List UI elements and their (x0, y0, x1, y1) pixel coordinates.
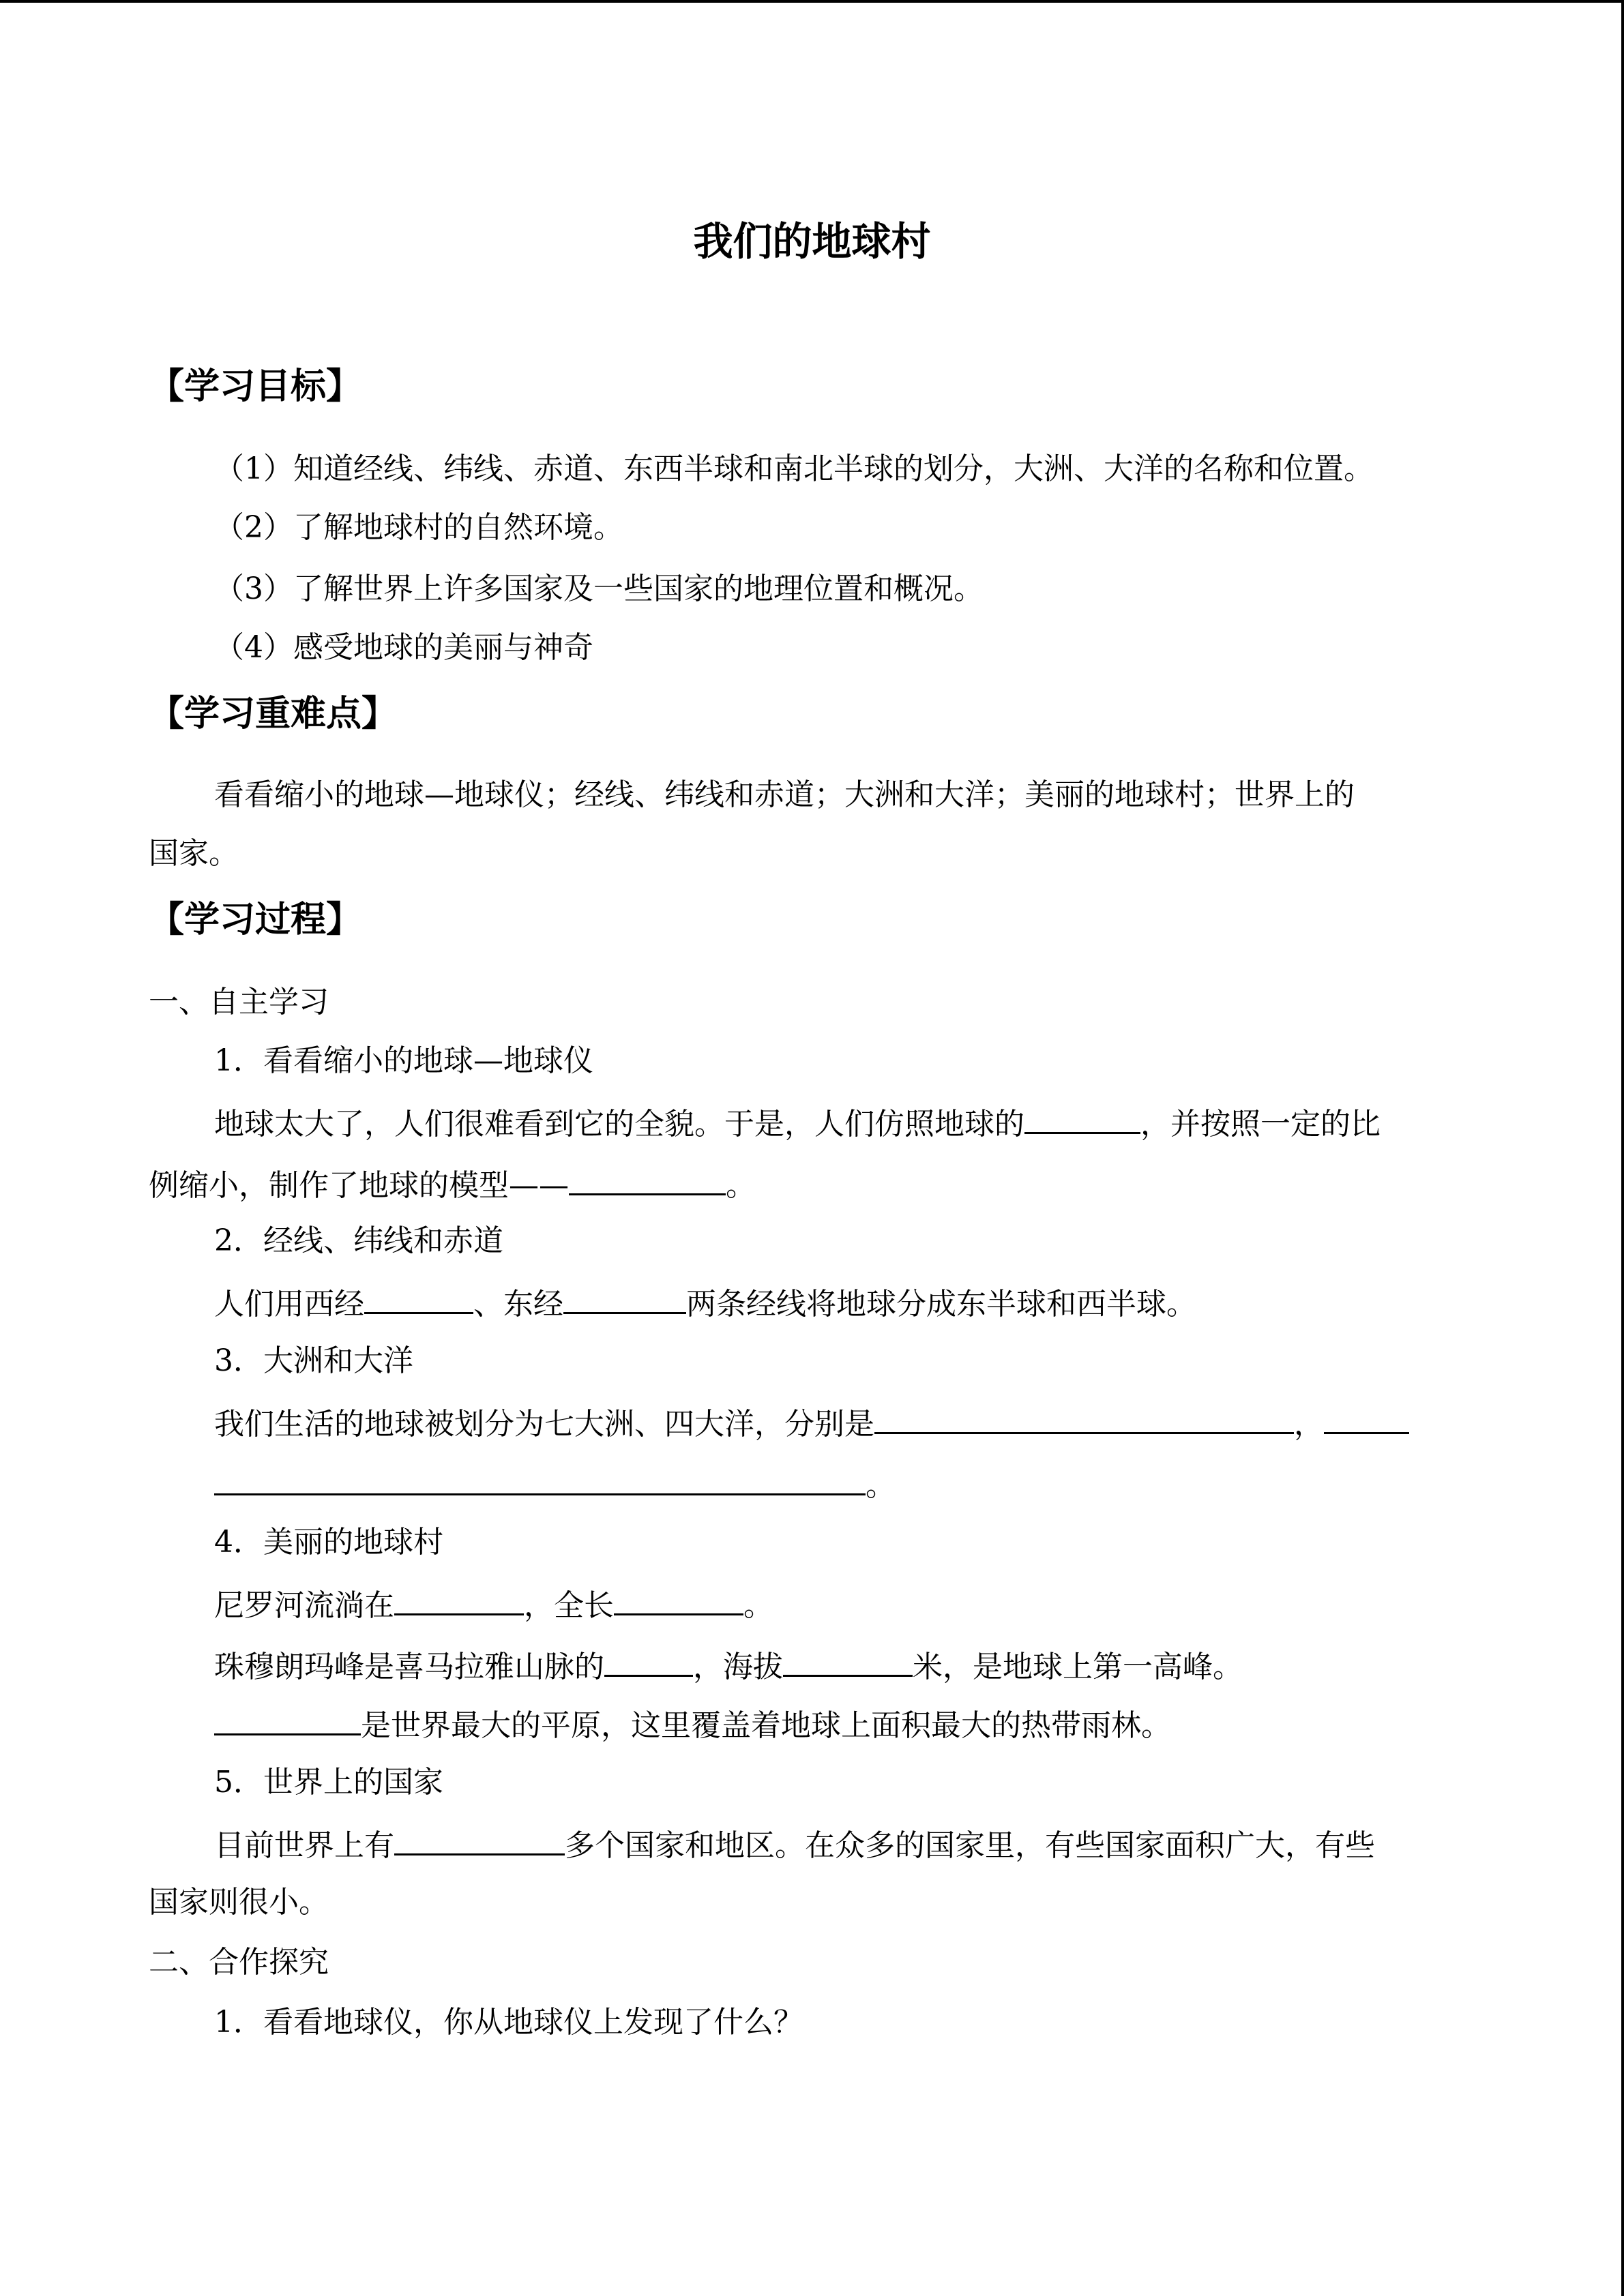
part2-title: 二、合作探究 (149, 1945, 329, 1980)
q4-line-1-text-c: 。 (743, 1588, 773, 1623)
fill-blank-globe-model[interactable] (569, 1162, 726, 1195)
q4-line-1 (214, 1582, 773, 1623)
fill-blank-largest-plain[interactable] (214, 1702, 361, 1735)
q4-line-2 (214, 1643, 1243, 1684)
fill-blank-west-longitude[interactable] (364, 1281, 473, 1314)
q4-line-3-text-b: 是世界最大的平原，这里覆盖着地球上面积最大的热带雨林。 (361, 1708, 1171, 1743)
q3-title: 3．大洲和大洋 (214, 1343, 413, 1378)
fill-blank-oceans-start[interactable] (1324, 1401, 1409, 1434)
fill-blank-model-basis[interactable] (1024, 1101, 1140, 1134)
q3-line-1 (214, 1401, 1409, 1442)
q2-title: 2．经线、纬线和赤道 (214, 1223, 503, 1258)
fill-blank-continents[interactable] (874, 1401, 1294, 1434)
q1-line-2-text-b: 。 (726, 1168, 756, 1203)
q3-line-2 (214, 1462, 896, 1503)
q5-line-1-text-b: 多个国家和地区。在众多的国家里，有些国家面积广大，有些 (565, 1828, 1375, 1863)
q4-line-1-text-a: 尼罗河流淌在 (214, 1588, 394, 1623)
fill-blank-everest-position[interactable] (604, 1643, 693, 1677)
q5-line-2: 国家则很小。 (149, 1885, 329, 1920)
q4-title: 4．美丽的地球村 (214, 1525, 443, 1560)
q3-line-2-end: 。 (866, 1468, 896, 1503)
keypoints-line-2: 国家。 (149, 836, 239, 871)
q4-line-2-text-b: ，海拔 (693, 1650, 783, 1684)
q2-line-text-b: 、东经 (473, 1287, 563, 1322)
q1-line-1-text-a: 地球太大了，人们很难看到它的全貌。于是，人们仿照地球的 (214, 1107, 1024, 1142)
part1-title: 一、自主学习 (149, 985, 329, 1019)
fill-blank-everest-altitude[interactable] (783, 1643, 913, 1677)
goal-item-1: （1）知道经线、纬线、赤道、东西半球和南北半球的划分，大洲、大洋的名称和位置。 (214, 451, 1374, 486)
q4-line-2-text-a: 珠穆朗玛峰是喜马拉雅山脉的 (214, 1650, 604, 1684)
q2-line (214, 1281, 1196, 1322)
q4-line-1-text-b: ，全长 (524, 1588, 614, 1623)
q1-line-1 (214, 1101, 1381, 1142)
section-heading-goals: 【学习目标】 (149, 366, 362, 407)
fill-blank-oceans[interactable] (214, 1462, 866, 1495)
fill-blank-country-count[interactable] (394, 1822, 565, 1855)
page-top-border (0, 0, 1624, 3)
q5-line-1-text-a: 目前世界上有 (214, 1828, 394, 1863)
goal-item-4: （4）感受地球的美丽与神奇 (214, 630, 593, 665)
q3-line-1-text-a: 我们生活的地球被划分为七大洲、四大洋，分别是 (214, 1407, 874, 1442)
q3-line-1-text-b: ， (1294, 1407, 1324, 1442)
q2-line-text-a: 人们用西经 (214, 1287, 364, 1322)
section-heading-process: 【学习过程】 (149, 899, 362, 940)
document-title: 我们的地球村 (693, 218, 931, 265)
part2-question-1: 1．看看地球仪，你从地球仪上发现了什么？ (214, 2005, 803, 2040)
page-right-border (1621, 0, 1624, 2296)
q2-line-text-c: 两条经线将地球分成东半球和西半球。 (686, 1287, 1196, 1322)
goal-item-2: （2）了解地球村的自然环境。 (214, 510, 623, 545)
fill-blank-nile-location[interactable] (394, 1582, 524, 1615)
q5-line-1 (214, 1822, 1375, 1863)
keypoints-line-1: 看看缩小的地球—地球仪；经线、纬线和赤道；大洲和大洋；美丽的地球村；世界上的 (214, 777, 1355, 812)
goal-item-3: （3）了解世界上许多国家及一些国家的地理位置和概况。 (214, 571, 984, 606)
q1-title: 1．看看缩小的地球—地球仪 (214, 1043, 593, 1078)
q1-line-2 (149, 1162, 756, 1203)
q1-line-1-text-b: ，并按照一定的比 (1140, 1107, 1381, 1142)
fill-blank-nile-length[interactable] (614, 1582, 743, 1615)
q4-line-3 (214, 1702, 1171, 1743)
q1-line-2-text-a: 例缩小，制作了地球的模型—— (149, 1168, 569, 1203)
q4-line-2-text-c: 米，是地球上第一高峰。 (913, 1650, 1243, 1684)
section-heading-keypoints: 【学习重难点】 (149, 694, 398, 734)
fill-blank-east-longitude[interactable] (563, 1281, 686, 1314)
q5-title: 5．世界上的国家 (214, 1765, 443, 1800)
